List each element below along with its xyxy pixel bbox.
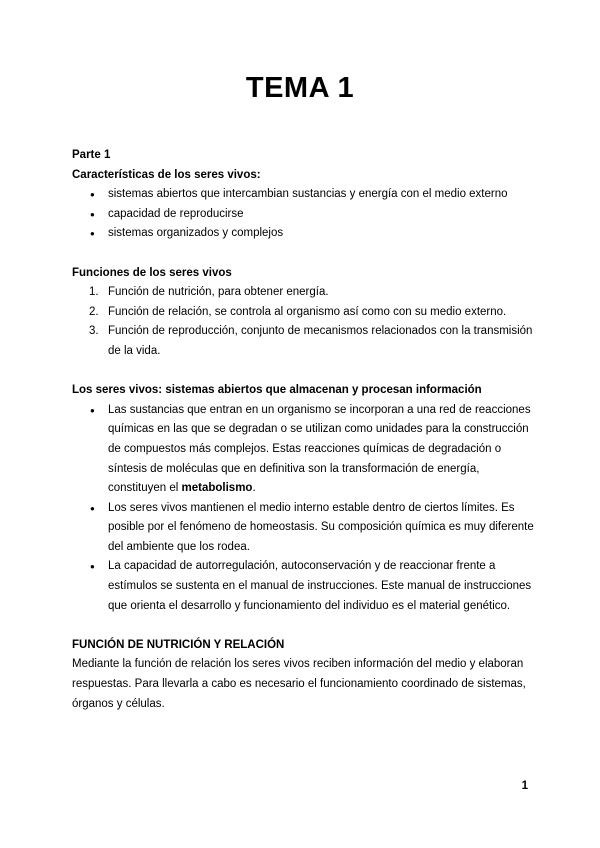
- nutrition-relation-paragraph: Mediante la función de relación los seres vivos reciben información del medio y elaboran respuestas. Para llevarla a cabo es necesario el funcionamiento coordinado de sistemas, órganos y células.: [72, 658, 526, 710]
- nutrition-relation-heading: FUNCIÓN DE NUTRICIÓN Y RELACIÓN: [72, 638, 285, 651]
- item-text: Función de nutrición, para obtener energía.: [108, 286, 329, 299]
- metabolismo-term: metabolismo: [181, 482, 253, 495]
- item-number: 2.: [89, 305, 99, 318]
- list-item: ● La capacidad de autorregulación, autoconservación y de reaccionar frente a estímulos se sustenta en el manual de instrucciones. Este manual de instrucciones que orienta el desarrollo y funcionamiento del individuo es el material genético.: [72, 557, 534, 616]
- characteristics-heading: Características de los seres vivos:: [72, 168, 261, 181]
- page-number: 1: [521, 780, 528, 792]
- item-number: 1.: [89, 286, 99, 299]
- list-item: ● sistemas organizados y complejos: [72, 224, 534, 244]
- list-item: ● Los seres vivos mantienen el medio interno estable dentro de ciertos límites. Es posible por el fenómeno de homeostasis. Su composición química es muy diferente del ambiente que los rodea.: [72, 499, 534, 558]
- functions-heading: Funciones de los seres vivos: [72, 266, 232, 279]
- item-text: Las sustancias que entran en un organismo se incorporan a una red de reacciones químicas en las que se degradan o se utilizan como unidades para la construcción de compuestos más complejos. Estas reacciones químicas de degradación o síntesis de moléculas que en definitiva son la transformación de energía, constituyen el: [108, 403, 531, 495]
- open-systems-heading: Los seres vivos: sistemas abiertos que almacenan y procesan información: [72, 384, 482, 397]
- item-text-end: .: [252, 482, 256, 495]
- characteristics-list: [72, 185, 534, 244]
- page-title: TEMA 1: [245, 72, 355, 104]
- list-item: ● sistemas abiertos que intercambian sustancias y energía con el medio externo: [72, 185, 534, 205]
- open-systems-list: [72, 401, 534, 617]
- part-label: Parte 1: [72, 149, 111, 161]
- document-body: [72, 146, 534, 714]
- item-text: Función de reproducción, conjunto de mecanismos relacionados con la transmisión de la vida.: [108, 325, 533, 357]
- functions-list: [72, 283, 534, 361]
- item-text: Función de relación, se controla al organismo así como con su medio externo.: [108, 305, 507, 318]
- item-number: 3.: [89, 325, 99, 338]
- list-item: ● capacidad de reproducirse: [72, 205, 534, 225]
- list-item: [72, 283, 534, 303]
- list-item: [72, 322, 534, 361]
- list-item: [72, 303, 534, 323]
- list-item: [72, 401, 534, 499]
